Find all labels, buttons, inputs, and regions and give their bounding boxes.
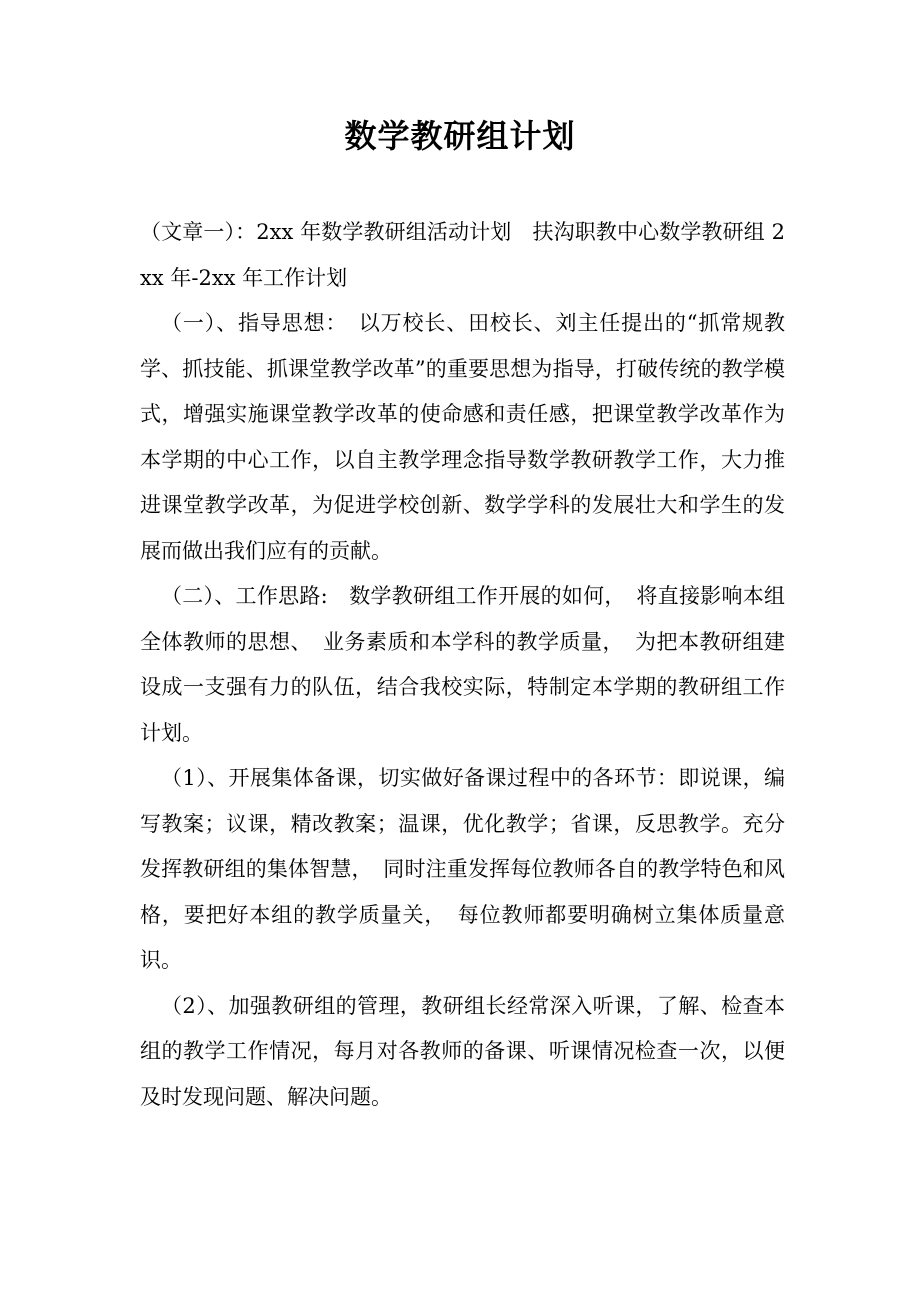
paragraph-intro: （文章一）：2xx 年数学教研组活动计划 扶沟职教中心数学教研组 2xx 年-2xx 年工作计划 (140, 220, 785, 290)
paragraph-guiding-thought: （一）、指导思想： 以万校长、田校长、刘主任提出的“抓常规教学、抓技能、抓课堂教学改革”的重要思想为指导，打破传统的教学模式，增强实施课堂教学改革的使命感和责任感，把课堂教学改革作为本学期的中心工作，以自主教学理念指导数学教研教学工作，大力推进课堂教学改革，为促进学校创新、数学学科的发展壮大和学生的发展而做出我们应有的贡献。 (140, 311, 785, 563)
document-body (140, 210, 785, 1120)
paragraph-item-1: （1）、开展集体备课，切实做好备课过程中的各环节：即说课，编写教案；议课，精改教案；温课，优化教学；省课，反思教学。充分发挥教研组的集体智慧， 同时注重发挥每位教师各自的教学特色和风格，要把好本组的教学质量关， 每位教师都要明确树立集体质量意识。 (140, 766, 785, 972)
paragraph-work-approach: （二）、工作思路: 数学教研组工作开展的如何， 将直接影响本组全体教师的思想、 业务素质和本学科的教学质量， 为把本教研组建设成一支强有力的队伍，结合我校实际，特制定本学期的教研组工作计划。 (140, 584, 785, 745)
paragraph-item-2: （2）、加强教研组的管理，教研组长经常深入听课，了解、检查本组的教学工作情况，每月对各教师的备课、听课情况检查一次，以便及时发现问题、解决问题。 (140, 993, 785, 1109)
document-title: 数学教研组计划 (344, 117, 576, 155)
